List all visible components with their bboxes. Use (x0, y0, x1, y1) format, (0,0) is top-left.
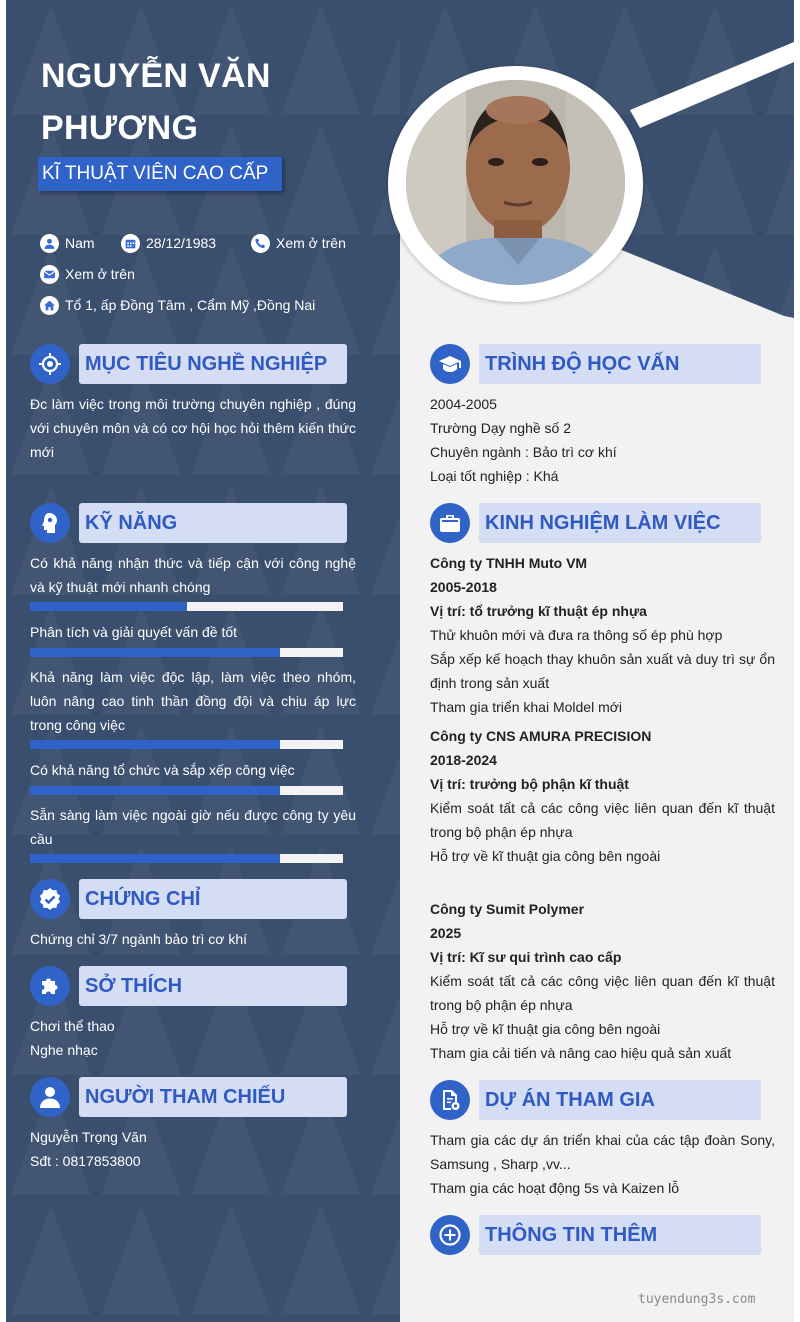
objective-text: Đc làm việc trong môi trường chuyên nghiệp , đúng với chuyên môn và có cơ hội học hỏi thêm kiến thức mới (30, 396, 356, 460)
job-duty: Tham gia triển khai Moldel mới (430, 699, 623, 715)
education-grade: Loại tốt nghiệp : Khá (430, 468, 559, 484)
job-position: Vị trí: tổ trưởng kĩ thuật ép nhựa (430, 603, 647, 619)
hobbies-section-header (30, 966, 347, 1006)
references-heading: NGƯỜI THAM CHIẾU (85, 1086, 286, 1108)
certificate-text: Chứng chỉ 3/7 ngành bảo trì cơ khí (30, 931, 248, 947)
skill-level-fill (30, 740, 280, 749)
target-icon (30, 344, 70, 384)
phone-text: Xem ở trên (276, 235, 346, 251)
skill-level-fill (30, 602, 187, 611)
education-school: Trường Dạy nghề số 2 (430, 420, 571, 436)
job-duty: Thử khuôn mới và đưa ra thông số ép phù hợp (430, 627, 723, 643)
objective-heading: MỤC TIÊU NGHỀ NGHIỆP (85, 353, 328, 375)
reference-name: Nguyễn Trọng Văn (30, 1129, 147, 1145)
skill-text: Có khả năng tổ chức và sắp xếp công việc (30, 762, 295, 778)
projects-heading: DỰ ÁN THAM GIA (485, 1089, 655, 1111)
education-major: Chuyên ngành : Bảo trì cơ khí (430, 444, 617, 460)
skill-level-bar (30, 602, 343, 611)
birthday-info (121, 233, 216, 253)
education-period: 2004-2005 (430, 396, 497, 412)
skill-level-bar (30, 740, 343, 749)
plus-circle-icon (430, 1215, 470, 1255)
email-text: Xem ở trên (65, 266, 135, 282)
reference-phone: Sđt : 0817853800 (30, 1153, 141, 1169)
user-icon (40, 234, 59, 253)
education-heading: TRÌNH ĐỘ HỌC VẤN (485, 353, 680, 375)
experience-section-header (430, 503, 761, 543)
job-duty: Tham gia cải tiến và nâng cao hiệu quả sản xuất (430, 1045, 732, 1061)
address-text: Tổ 1, ấp Đồng Tâm , Cẩm Mỹ ,Đồng Nai (65, 297, 316, 313)
hobbies-heading: SỞ THÍCH (85, 975, 183, 997)
badge-check-icon (30, 879, 70, 919)
project-line: Tham gia các dự án triển khai của các tập đoàn Sony, Samsung , Sharp ,vv... (430, 1132, 775, 1172)
phone-icon (251, 234, 270, 253)
job-duty: Hỗ trợ về kĩ thuật gia công bên ngoài (430, 848, 661, 864)
document-gear-icon (430, 1080, 470, 1120)
additional-info-heading: THÔNG TIN THÊM (485, 1224, 658, 1246)
job-position: Vị trí: Kĩ sư qui trình cao cấp (430, 949, 622, 965)
briefcase-icon (430, 503, 470, 543)
calendar-icon (121, 234, 140, 253)
hobby-item: Nghe nhạc (30, 1042, 98, 1058)
additional-info-section-header (430, 1215, 761, 1255)
experience-heading: KINH NGHIỆM LÀM VIỆC (485, 512, 721, 534)
skill-level-fill (30, 786, 280, 795)
head-gear-icon (30, 503, 70, 543)
birthday-text: 28/12/1983 (146, 235, 217, 251)
email-info (40, 264, 135, 284)
puzzle-icon (30, 966, 70, 1006)
references-section-header (30, 1077, 347, 1117)
job-title-badge: KĨ THUẬT VIÊN CAO CẤP (38, 157, 282, 191)
job-duty: Sắp xếp kế hoạch thay khuôn sản xuất và duy trì sự ổn định trong sản xuất (430, 651, 775, 691)
skill-level-bar (30, 648, 343, 657)
job-position: Vị trí: trưởng bộ phận kĩ thuật (430, 776, 629, 792)
job-period: 2005-2018 (430, 579, 497, 595)
job-duty: Hỗ trợ về kĩ thuật gia công bên ngoài (430, 1021, 661, 1037)
projects-section-header (430, 1080, 761, 1120)
job-company: Công ty Sumit Polymer (430, 901, 585, 917)
job-period: 2018-2024 (430, 752, 497, 768)
graduation-cap-icon (430, 344, 470, 384)
skill-text: Khả năng làm việc độc lập, làm việc theo nhóm, luôn nâng cao tinh thần đồng đội và chịu áp lực trong công việc (30, 669, 356, 733)
person-icon (30, 1077, 70, 1117)
skill-text: Có khả năng nhận thức và tiếp cận với công nghệ và kỹ thuật mới nhanh chóng (30, 555, 356, 595)
skill-text: Sẵn sàng làm việc ngoài giờ nếu được công ty yêu cầu (30, 807, 356, 847)
job-duty: Kiểm soát tất cả các công việc liên quan đến kĩ thuật trong bộ phận ép nhựa (430, 973, 775, 1013)
gender-text: Nam (65, 235, 95, 251)
skill-level-bar (30, 786, 343, 795)
home-icon (40, 296, 59, 315)
profile-photo (406, 80, 625, 285)
watermark: tuyendung3s.com (638, 1292, 756, 1307)
certificates-section-header (30, 879, 347, 919)
job-period: 2025 (430, 925, 462, 941)
skill-level-bar (30, 854, 343, 863)
skills-heading: KỸ NĂNG (85, 512, 178, 534)
triangle-pattern (6, 0, 400, 1322)
certificates-heading: CHỨNG CHỈ (85, 888, 201, 910)
hobby-item: Chơi thể thao (30, 1018, 115, 1034)
job-company: Công ty TNHH Muto VM (430, 555, 588, 571)
skills-section-header (30, 503, 347, 543)
objective-section-header (30, 344, 347, 384)
skill-level-fill (30, 854, 280, 863)
left-column-background (6, 0, 400, 1322)
job-duty: Kiểm soát tất cả các công việc liên quan đến kĩ thuật trong bộ phận ép nhựa (430, 800, 775, 840)
skill-level-fill (30, 648, 280, 657)
email-icon (40, 265, 59, 284)
skill-text: Phân tích và giải quyết vấn đề tốt (30, 624, 238, 640)
candidate-name: NGUYỄN VĂN PHƯƠNG (41, 57, 271, 147)
education-section-header (430, 344, 761, 384)
project-line: Tham gia các hoạt động 5s và Kaizen lỗ (430, 1180, 680, 1196)
gender-info (40, 233, 95, 253)
address-info (40, 295, 315, 315)
job-company: Công ty CNS AMURA PRECISION (430, 728, 652, 744)
phone-info (251, 233, 346, 253)
